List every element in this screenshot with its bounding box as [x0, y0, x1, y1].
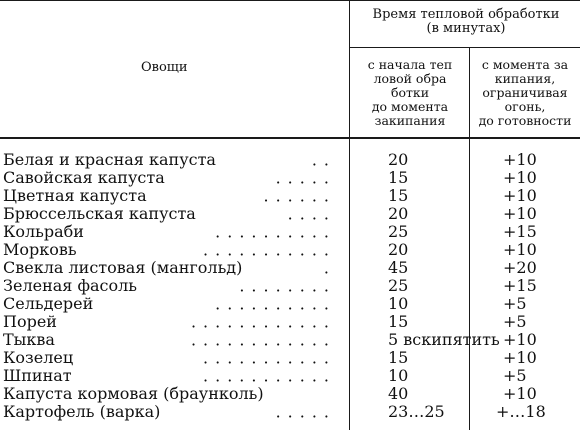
vegetable-name: Картофель (варка) [3, 402, 161, 421]
leader-dots: ············ [190, 335, 336, 354]
group-header-rule [350, 47, 580, 48]
time-after-boil: +15 [503, 276, 537, 295]
table-row [0, 222, 580, 246]
leader-dots: ··········· [203, 353, 336, 372]
vegetable-name: Цветная капуста [3, 186, 147, 205]
time-after-boil: +15 [503, 222, 537, 241]
table-row [0, 258, 580, 282]
table-top-rule [0, 0, 580, 1]
time-to-boil: 15 [388, 168, 409, 187]
vegetable-name: Свекла листовая (мангольд) [3, 258, 243, 277]
header-bottom-rule [0, 137, 580, 139]
time-to-boil: 15 [388, 186, 409, 205]
time-after-boil: +10 [503, 240, 537, 259]
leader-dots: ·········· [215, 299, 336, 318]
vegetable-name: Шпинат [3, 366, 72, 385]
vegetable-name: Тыква [3, 330, 55, 349]
header-vegetables: Овощи [141, 60, 188, 75]
leader-dots: ····· [275, 173, 336, 192]
time-to-boil: 15 [388, 348, 409, 367]
leader-dots: ············ [190, 317, 336, 336]
table-row [0, 330, 580, 354]
time-after-boil: +5 [503, 294, 527, 313]
time-after-boil: +20 [503, 258, 537, 277]
header-to-boil: с начала теп ловой обра ботки до момента закипания [367, 57, 453, 128]
time-after-boil: +5 [503, 366, 527, 385]
time-after-boil: +10 [503, 330, 537, 349]
table-row [0, 168, 580, 192]
table-row [0, 276, 580, 300]
vegetable-name: Сельдерей [3, 294, 94, 313]
leader-dots: ··········· [203, 371, 336, 390]
vegetable-name: Капуста кормовая (браунколь) [3, 384, 264, 403]
leader-dots: ·········· [215, 227, 336, 246]
leader-dots: ···· [287, 209, 336, 228]
time-after-boil: +10 [503, 186, 537, 205]
table-row [0, 348, 580, 372]
time-to-boil: 20 [388, 240, 409, 259]
time-after-boil: +10 [503, 204, 537, 223]
time-to-boil: 5 вскипятить [388, 330, 500, 349]
time-to-boil: 20 [388, 150, 409, 169]
table-row [0, 385, 580, 403]
table-row [0, 312, 580, 336]
time-to-boil: 40 [388, 384, 409, 403]
table-row [0, 240, 580, 264]
leader-dots: · [323, 263, 336, 282]
time-to-boil: 25 [388, 222, 409, 241]
vegetable-name: Зеленая фасоль [3, 276, 137, 295]
leader-dots: ·· [311, 155, 336, 174]
table-row [0, 150, 580, 174]
vegetable-name: Кольраби [3, 222, 84, 241]
time-to-boil: 20 [388, 204, 409, 223]
header-cooking-time: Время тепловой обработки (в минутах) [372, 7, 560, 36]
vegetable-name: Порей [3, 312, 57, 331]
header-after-boil: с момента за кипания, ограничивая огонь, до готовности [478, 57, 572, 128]
time-to-boil: 25 [388, 276, 409, 295]
vegetable-name: Белая и красная капуста [3, 150, 216, 169]
time-after-boil: +10 [503, 168, 537, 187]
vegetable-name: Козелец [3, 348, 74, 367]
time-to-boil: 10 [388, 294, 409, 313]
vegetable-name: Савойская капуста [3, 168, 165, 187]
time-after-boil: +10 [503, 150, 537, 169]
time-after-boil: +10 [503, 348, 537, 367]
table-row [0, 186, 580, 210]
vegetable-name: Морковь [3, 240, 77, 259]
time-after-boil: +10 [503, 384, 537, 403]
table-row [0, 294, 580, 318]
time-after-boil: +5 [503, 312, 527, 331]
table-row [0, 204, 580, 228]
leader-dots: ····· [275, 407, 336, 426]
table-row [0, 366, 580, 390]
time-to-boil: 45 [388, 258, 409, 277]
time-to-boil: 10 [388, 366, 409, 385]
leader-dots: ······ [263, 191, 336, 210]
leader-dots: ········ [239, 281, 336, 300]
vegetable-name: Брюссельская капуста [3, 204, 196, 223]
table-row [0, 402, 580, 426]
leader-dots: ··········· [203, 245, 336, 264]
time-to-boil: 23…25 [388, 402, 445, 421]
time-to-boil: 15 [388, 312, 409, 331]
time-after-boil: +…18 [496, 402, 546, 421]
